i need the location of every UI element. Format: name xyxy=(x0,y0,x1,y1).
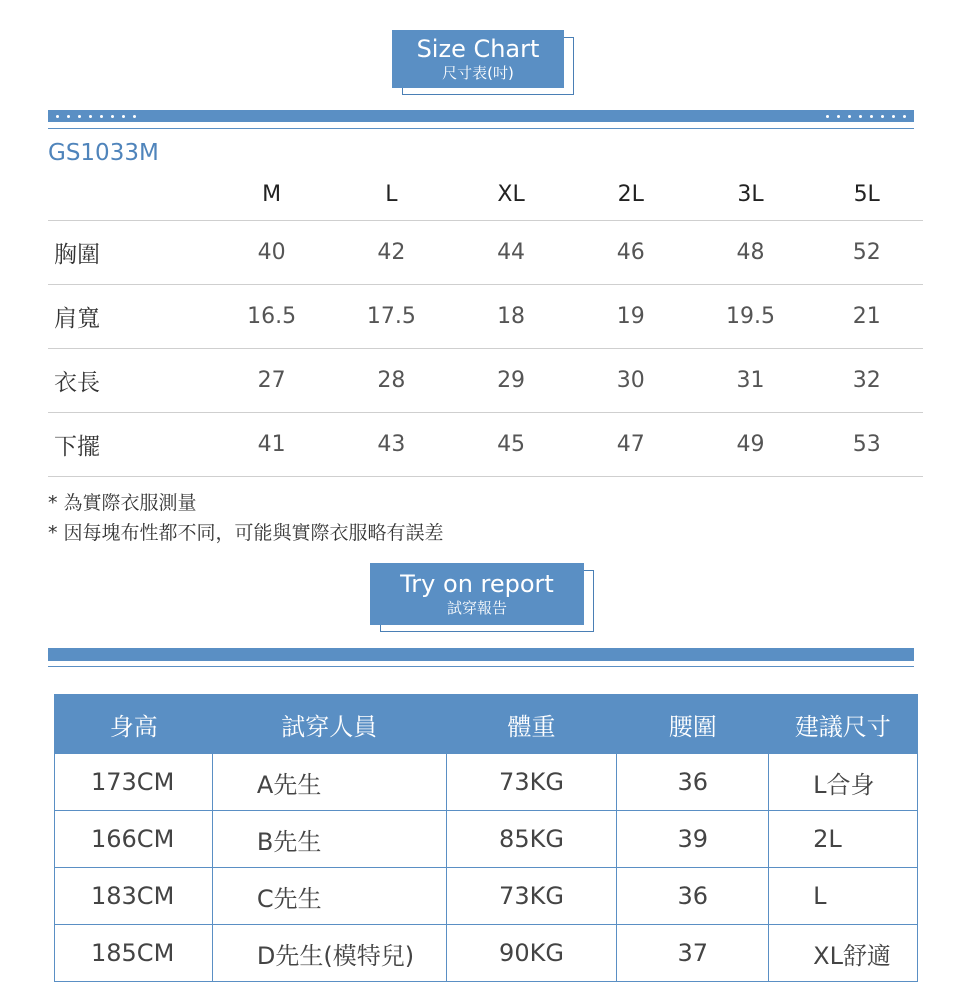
table-cell: 166CM xyxy=(55,811,213,868)
table-cell: 21 xyxy=(810,285,923,349)
table-row xyxy=(48,413,923,477)
try-on-title-box xyxy=(370,563,584,625)
table-cell: 73KG xyxy=(446,868,617,925)
table-cell: 49 xyxy=(691,413,811,477)
table-cell: 39 xyxy=(617,811,769,868)
table-row xyxy=(55,754,918,811)
band-dots-left xyxy=(56,110,136,122)
header-height: 身高 xyxy=(55,695,213,754)
table-row xyxy=(48,349,923,413)
band-dots-right xyxy=(826,110,906,122)
table-cell: 19.5 xyxy=(691,285,811,349)
header-tester: 試穿人員 xyxy=(212,695,446,754)
table-cell: 43 xyxy=(331,413,451,477)
table-cell: 48 xyxy=(691,221,811,285)
product-code: GS1033M xyxy=(48,140,159,166)
table-cell: 53 xyxy=(810,413,923,477)
table-cell: A先生 xyxy=(212,754,446,811)
table-cell: 2L xyxy=(769,811,918,868)
table-cell: 40 xyxy=(212,221,332,285)
table-cell: 41 xyxy=(212,413,332,477)
table-cell: 173CM xyxy=(55,754,213,811)
table-cell: 29 xyxy=(451,349,571,413)
table-cell: 16.5 xyxy=(212,285,332,349)
try-on-table xyxy=(54,694,918,982)
table-cell: 73KG xyxy=(446,754,617,811)
table-cell: 183CM xyxy=(55,868,213,925)
table-cell: 90KG xyxy=(446,925,617,982)
size-chart-title: Size Chart xyxy=(416,35,540,63)
table-cell: 30 xyxy=(571,349,691,413)
size-chart-band xyxy=(48,110,914,122)
table-cell: B先生 xyxy=(212,811,446,868)
row-label-chest: 胸圍 xyxy=(48,221,212,285)
table-cell: 52 xyxy=(810,221,923,285)
table-cell: 185CM xyxy=(55,925,213,982)
table-cell: C先生 xyxy=(212,868,446,925)
table-cell: 44 xyxy=(451,221,571,285)
table-cell: 42 xyxy=(331,221,451,285)
table-cell: 19 xyxy=(571,285,691,349)
table-cell: 37 xyxy=(617,925,769,982)
try-on-subtitle: 試穿報告 xyxy=(446,599,507,617)
row-label-length: 衣長 xyxy=(48,349,212,413)
size-chart-title-box xyxy=(392,30,564,88)
header-weight: 體重 xyxy=(446,695,617,754)
table-row xyxy=(48,285,923,349)
row-label-shoulder: 肩寬 xyxy=(48,285,212,349)
size-col-xl: XL xyxy=(451,168,571,221)
table-cell: 27 xyxy=(212,349,332,413)
try-on-band-line xyxy=(48,666,914,667)
try-on-title: Try on report xyxy=(400,570,554,598)
table-cell: 36 xyxy=(617,868,769,925)
size-header-row xyxy=(48,168,923,221)
table-row xyxy=(48,221,923,285)
table-cell: D先生(模特兒) xyxy=(212,925,446,982)
table-cell: L合身 xyxy=(769,754,918,811)
table-cell: 31 xyxy=(691,349,811,413)
header-waist: 腰圍 xyxy=(617,695,769,754)
table-row xyxy=(55,811,918,868)
table-cell: 45 xyxy=(451,413,571,477)
size-header-blank xyxy=(48,168,212,221)
size-col-2l: 2L xyxy=(571,168,691,221)
size-chart-subtitle: 尺寸表(吋) xyxy=(442,64,514,82)
table-cell: 32 xyxy=(810,349,923,413)
size-col-3l: 3L xyxy=(691,168,811,221)
size-col-5l: 5L xyxy=(810,168,923,221)
title-box-front xyxy=(370,563,584,625)
row-label-hem: 下擺 xyxy=(48,413,212,477)
size-table xyxy=(48,168,923,477)
size-col-l: L xyxy=(331,168,451,221)
table-cell: 17.5 xyxy=(331,285,451,349)
table-row xyxy=(55,868,918,925)
table-cell: XL舒適 xyxy=(769,925,918,982)
try-on-band xyxy=(48,648,914,661)
table-cell: 85KG xyxy=(446,811,617,868)
table-cell: 18 xyxy=(451,285,571,349)
table-cell: L xyxy=(769,868,918,925)
title-box-front xyxy=(392,30,564,88)
size-col-m: M xyxy=(212,168,332,221)
table-cell: 47 xyxy=(571,413,691,477)
size-chart-band-line xyxy=(48,128,914,129)
size-notes xyxy=(48,488,444,548)
table-cell: 36 xyxy=(617,754,769,811)
header-suggested-size: 建議尺寸 xyxy=(769,695,918,754)
note-measure: * 為實際衣服測量 xyxy=(48,492,197,514)
table-row xyxy=(55,925,918,982)
table-cell: 28 xyxy=(331,349,451,413)
try-on-header-row xyxy=(55,695,918,754)
table-cell: 46 xyxy=(571,221,691,285)
note-variance: * 因每塊布性都不同，可能與實際衣服略有誤差 xyxy=(48,522,444,544)
